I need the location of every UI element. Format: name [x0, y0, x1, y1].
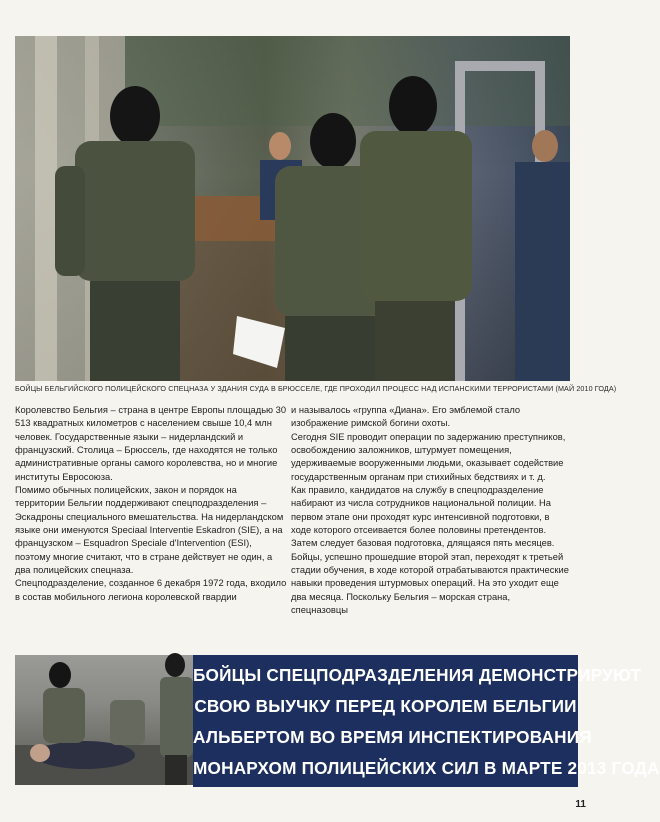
page-number: 11: [575, 799, 586, 810]
article-right-column: [291, 404, 569, 618]
photo-top-illustration: [15, 36, 570, 381]
photo-special-forces-training: [15, 655, 193, 785]
article-left-column: [15, 404, 287, 604]
photo-caption-banner: [193, 655, 660, 787]
article-paragraph: Как правило, кандидатов на службу в спецподразделение набирают из числа сотрудников национальной полиции. На первом этапе они проходят курс интенсивной подготовки, в ходе которого отсеивается более половины претендентов. Затем следует базовая подготовка, длящаяся пять месяцев. Бойцы, успешно прошедшие второй этап, переходят к третьей стадии обучения, в ходе которой отрабатываются практические навыки проведения штурмовых операций. На это уходит еще два месяца. Поскольку Бельгия – морская страна, спецназовцы: [291, 485, 569, 616]
photo-bottom-illustration: [15, 655, 193, 785]
photo-top-caption: БОЙЦЫ БЕЛЬГИЙСКОГО ПОЛИЦЕЙСКОГО СПЕЦНАЗА У ЗДАНИЯ СУДА В БРЮССЕЛЕ, ГДЕ ПРОХОДИЛ ПРОЦЕСС НАД ИСПАНСКИМИ ТЕРРОРИСТАМИ (МАЙ 2010 ГОДА): [15, 384, 617, 393]
article-paragraph: Помимо обычных полицейских, закон и порядок на территории Бельгии поддерживают спецподразделения – Эскадроны специального вмешательства. На нидерландском языке они именуются Speciaal Interventie Eskadron (SIE), а на французском – Esquadron Speciale d'Intervention (ESI), поэтому многие считают, что в стране действует не один, а два полицейских спецназа.: [15, 485, 284, 576]
article-paragraph: и называлось «группа «Диана». Его эмблемой стало изображение римской богини охоты.: [291, 405, 521, 429]
banner-line: БОЙЦЫ СПЕЦПОДРАЗДЕЛЕНИЯ ДЕМОНСТРИРУЮТ: [193, 665, 642, 685]
banner-line: МОНАРХОМ ПОЛИЦЕЙСКИХ СИЛ В МАРТЕ 2013 ГОДА: [193, 758, 660, 778]
banner-line: АЛЬБЕРТОМ ВО ВРЕМЯ ИНСПЕКТИРОВАНИЯ: [193, 727, 592, 747]
article-paragraph: Спецподразделение, созданное 6 декабря 1972 года, входило в состав мобильного легиона королевской гвардии: [15, 578, 287, 602]
banner-line: СВОЮ ВЫУЧКУ ПЕРЕД КОРОЛЕМ БЕЛЬГИИ: [194, 696, 577, 716]
photo-police-special-forces-court: [15, 36, 570, 381]
article-paragraph: Сегодня SIE проводит операции по задержанию преступников, освобождению заложников, штурмует помещения, удерживаемые вооруженными людьми, оказывает содействие государственным органам при стихийных бедствиях и т. д.: [291, 431, 566, 482]
article-paragraph: Королевство Бельгия – страна в центре Европы площадью 30 513 квадратных километров с населением свыше 10,4 млн человек. Государственные языки – нидерландский и французский. Столица – Брюссель, где находятся не только административные органы самого королевства, но и многие институты Евросоюза.: [15, 405, 287, 482]
